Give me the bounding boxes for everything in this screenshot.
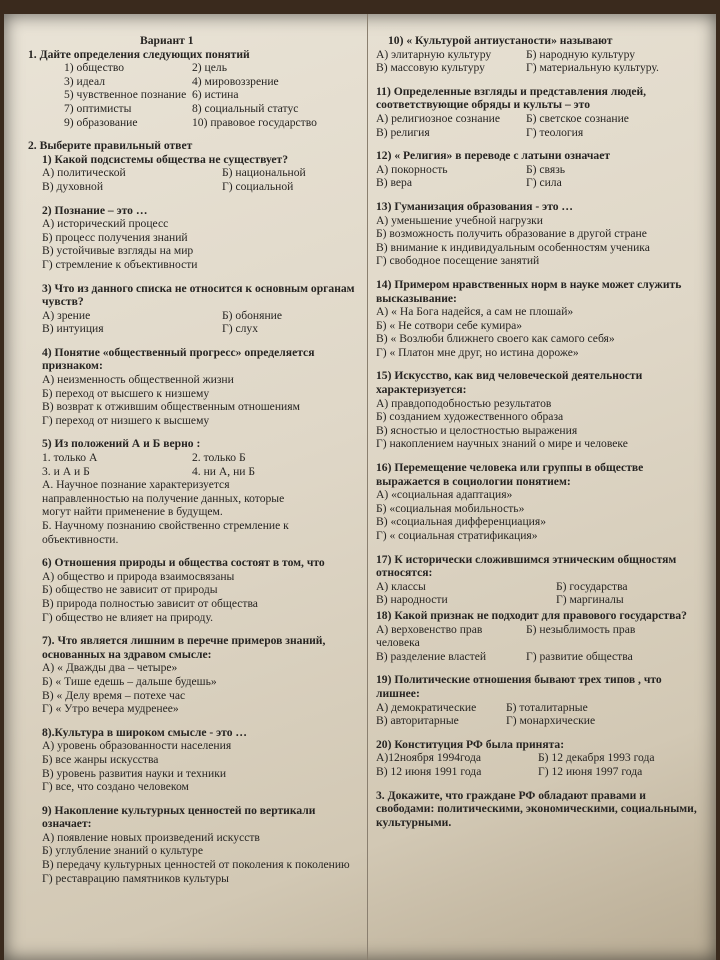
question-title: 4) Понятие «общественный прогресс» определяется признаком:: [42, 345, 315, 373]
question-title: 16) Перемещение человека или группы в обществе выражается в социологии понятием:: [376, 461, 644, 488]
task2-title: 2. Выберите правильный ответ: [28, 139, 193, 153]
question-4: 4) Понятие «общественный прогресс» определяется признаком: А) неизменность общественной жизни Б) переход от высшего к низшему В) возврат к отжившим общественным отношениям Г) переход от низшего к высшему: [28, 346, 358, 428]
question-2: 2) Познание – это … А) исторический процесс Б) процесс получения знаний В) устойчивые взгляды на мир Г) стремление к объективности: [28, 204, 358, 272]
right-column: [376, 34, 706, 829]
question-12: 12) « Религия» в переводе с латыни означает А) покорность Б) связь В) вера Г) сила: [376, 149, 706, 190]
question-title: 2) Познание – это …: [42, 203, 148, 217]
question-5: 5) Из положений А и Б верно : 1. только А 2. только Б 3. и А и Б 4. ни А, ни Б А. Научное познание характеризуется направленностью на получение данных, которые могут найти применение в будущем. Б. Научному познанию свойственно стремление к объективности.: [28, 437, 358, 546]
question-title: 13) Гуманизация образования - это …: [376, 199, 574, 213]
task3-text: 3. Докажите, что граждане РФ обладают правами и свободами: политическими, экономическими, социальными, культурными.: [376, 788, 697, 829]
question-title: 19) Политические отношения бывают трех типов , что лишнее:: [376, 673, 662, 700]
question-title: 11) Определенные взгляды и представления людей, соответствующие обряды и культы – это: [376, 84, 647, 112]
question-title: 18) Какой признак не подходит для правового государства?: [376, 608, 687, 622]
question-13: 13) Гуманизация образования - это … А) уменьшение учебной нагрузки Б) возможность получить образование в другой стране В) внимание к индивидуальным особенностям ученика Г) свободное посещение занятий: [376, 200, 706, 268]
variant-title: Вариант 1: [140, 34, 194, 47]
question-1: 1) Какой подсистемы общества не существует? А) политической Б) национальной В) духовной Г) социальной: [28, 153, 358, 194]
question-3: 3) Что из данного списка не относится к основным органам чувств? А) зрение Б) обоняние В) интуиция Г) слух: [28, 282, 358, 336]
task1-row: 3) идеал 4) мировоззрение: [64, 74, 279, 88]
question-16: 16) Перемещение человека или группы в обществе выражается в социологии понятием: А) «социальная адаптация» Б) «социальная мобильность» В) «социальная дифференциация» Г) « социальная стратификация»: [376, 461, 706, 543]
question-title: 17) К исторически сложившимся этническим общностям относятся:: [376, 552, 677, 580]
question-7: 7). Что является лишним в перечне примеров знаний, основанных на здравом смысле: А) « Дважды два – четыре» Б) « Тише едешь – дальше будешь» В) « Делу время – потехе час Г) « Утро вечера мудренее»: [28, 634, 358, 716]
question-title: 14) Примером нравственных норм в науке может служить высказывание:: [376, 277, 682, 305]
question-17: 17) К исторически сложившимся этническим общностям относятся: А) классы Б) государства В) народности Г) маргиналы: [376, 553, 706, 607]
task1-row: 7) оптимисты 8) социальный статус: [64, 101, 299, 115]
question-title: 10) « Культурой антиустаности» называют: [388, 34, 613, 47]
question-title: 5) Из положений А и Б верно :: [42, 437, 201, 451]
question-title: 3) Что из данного списка не относится к основным органам чувств?: [42, 281, 355, 309]
question-title: 9) Накопление культурных ценностей по вертикали означает:: [42, 803, 316, 831]
task1-row: 5) чувственное познание 6) истина: [64, 88, 239, 102]
question-14: 14) Примером нравственных норм в науке может служить высказывание: А) « На Бога надейся, а сам не плошай» Б) « Не сотвори себе кумира» В) « Возлюби ближнего своего как самого себя» Г) « Платон мне друг, но истина дороже»: [376, 278, 706, 360]
task1-row: 1) общество 2) цель: [64, 61, 227, 75]
question-10: 10) « Культурой антиустаности» называют А) элитарную культуру Б) народную культуру В) массовую культуру Г) материальную культуру.: [376, 34, 706, 75]
question-11: 11) Определенные взгляды и представления людей, соответствующие обряды и культы – это А) религиозное сознание Б) светское сознание В) религия Г) теология: [376, 85, 706, 139]
column-divider: [367, 14, 368, 960]
question-title: 6) Отношения природы и общества состоят в том, что: [42, 556, 325, 570]
question-18: 18) Какой признак не подходит для правового государства? А) верховенство прав Б) незыблимость прав человека В) разделение властей Г) развитие общества: [376, 609, 706, 663]
question-title: 7). Что является лишним в перечне примеров знаний, основанных на здравом смысле:: [42, 634, 326, 661]
task1-row: 9) образование 10) правовое государство: [64, 115, 317, 129]
question-19: 19) Политические отношения бывают трех типов , что лишнее: А) демократические Б) тоталитарные В) авторитарные Г) монархические: [376, 673, 706, 727]
question-title: 1) Какой подсистемы общества не существует?: [42, 152, 289, 166]
question-6: 6) Отношения природы и общества состоят в том, что А) общество и природа взаимосвязаны Б) общество не зависит от природы В) природа полностью зависит от общества Г) общество не влияет на природу.: [28, 556, 358, 624]
left-column: [28, 34, 358, 895]
question-title: 8).Культура в широком смысле - это …: [42, 725, 248, 739]
exam-sheet: [4, 14, 716, 960]
question-title: 20) Конституция РФ была принята:: [376, 737, 565, 751]
task1-list: [28, 61, 358, 129]
question-20: 20) Конституция РФ была принята: А)12ноября 1994года Б) 12 декабря 1993 года В) 12 июня 1991 года Г) 12 июня 1997 года: [376, 738, 706, 779]
question-15: 15) Искусство, как вид человеческой деятельности характеризуется: А) правдоподобностью результатов Б) созданием художественного образа В) ясностью и целостностью выражения Г) накоплением научных знаний о мире и человеке: [376, 369, 706, 451]
task1-title: 1. Дайте определения следующих понятий: [28, 47, 250, 61]
question-title: 12) « Религия» в переводе с латыни означает: [376, 149, 611, 163]
question-title: 15) Искусство, как вид человеческой деятельности характеризуется:: [376, 369, 643, 397]
question-9: 9) Накопление культурных ценностей по вертикали означает: А) появление новых произведений искусств Б) углубление знаний о культуре В) передачу культурных ценностей от поколения к поколению Г) реставрацию памятников культуры: [28, 804, 358, 886]
question-8: 8).Культура в широком смысле - это … А) уровень образованности населения Б) все жанры искусства В) уровень развития науки и техники Г) все, что создано человеком: [28, 726, 358, 794]
